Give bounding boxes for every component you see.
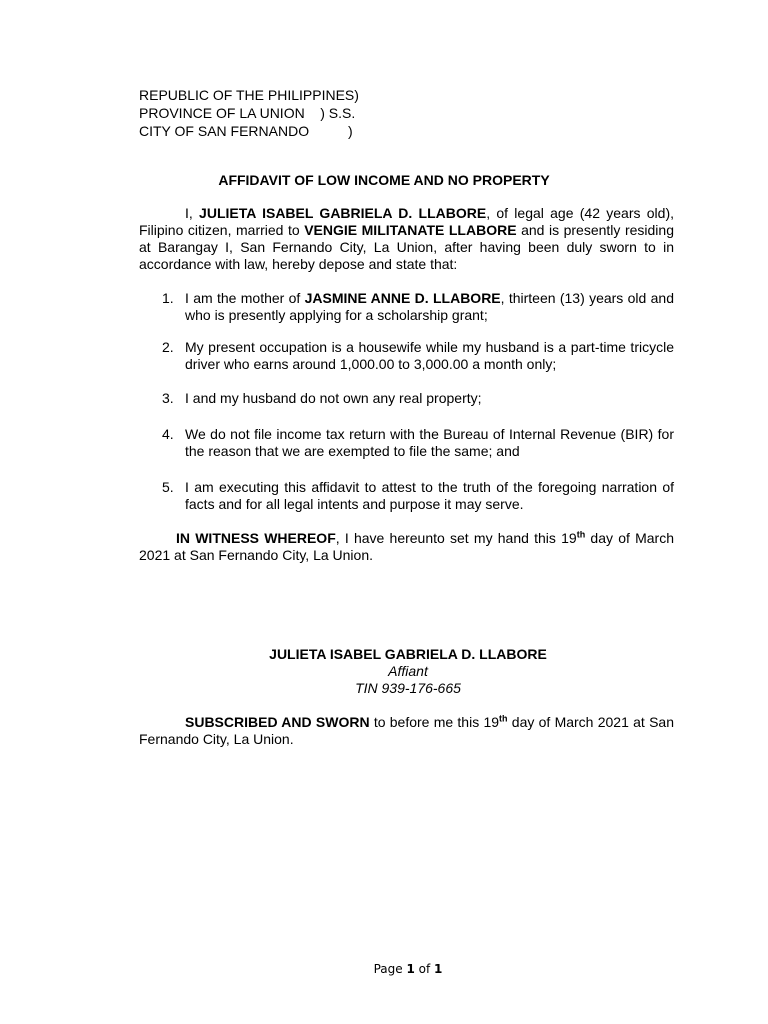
witness-ordinal: th	[576, 529, 586, 540]
list-item-text: My present occupation is a housewife while my husband is a part-time tricycle driver who earns around 1,000.00 to 3,000.00 a month only;	[185, 339, 674, 372]
list-item-text: I and my husband do not own any real property;	[185, 390, 482, 406]
jurat-paragraph	[139, 714, 674, 748]
list-item-text: I am executing this affidavit to attest to the truth of the foregoing narration of facts and for all legal intents and purpose it may serve.	[185, 479, 674, 512]
page-footer	[0, 962, 768, 976]
witness-paragraph	[139, 530, 674, 564]
intro-paragraph	[139, 205, 674, 273]
signature-name	[0, 646, 768, 663]
signature-tin	[0, 680, 768, 697]
list-item-text: I am the mother of	[185, 290, 305, 306]
list-item-number: 1.	[162, 290, 174, 306]
footer-page-total: 1	[434, 962, 443, 976]
venue-city: CITY OF SAN FERNANDO )	[139, 123, 353, 139]
intro-text-2: , of legal age (42 years old), Filipino citizen, married to	[139, 205, 674, 238]
intro-text-1: I,	[185, 205, 200, 221]
document-title: AFFIDAVIT OF LOW INCOME AND NO PROPERTY	[218, 172, 550, 188]
list-item-text: , thirteen (13) years old and who is presently applying for a scholarship grant;	[185, 290, 674, 323]
list-item	[139, 290, 674, 324]
list-item	[139, 479, 674, 513]
venue-province: PROVINCE OF LA UNION ) S.S.	[139, 105, 356, 121]
spouse-name-inline: VENGIE MILITANATE LLABORE	[304, 222, 517, 238]
footer-text-1: Page	[373, 962, 407, 976]
jurat-ordinal: th	[499, 713, 508, 724]
list-item-number: 4.	[162, 426, 174, 442]
witness-heading: IN WITNESS WHEREOF	[176, 530, 336, 546]
venue-block	[139, 86, 359, 140]
jurat-text-1: to before me this 19	[369, 714, 500, 730]
list-item-number: 5.	[162, 479, 174, 495]
signature-role	[0, 663, 768, 680]
list-item	[139, 339, 674, 373]
footer-text-2: of	[414, 962, 435, 976]
jurat-text-2: day of March 2021 at San Fernando City, La Union.	[139, 714, 674, 747]
venue-republic: REPUBLIC OF THE PHILIPPINES)	[139, 87, 359, 103]
affiant-role: Affiant	[388, 663, 428, 679]
intro-text-3: and is presently residing at Barangay I, San Fernando City, La Union, after having been duly sworn to in accordance with law, hereby depose and state that:	[139, 222, 674, 272]
list-item	[139, 390, 674, 407]
affiant-signature-name: JULIETA ISABEL GABRIELA D. LLABORE	[269, 646, 547, 662]
witness-text-1: , I have hereunto set my hand this 19	[335, 530, 577, 546]
witness-text-2: day of March 2021 at San Fernando City, La Union.	[139, 530, 674, 563]
list-item-text: We do not file income tax return with the Bureau of Internal Revenue (BIR) for the reason that we are exempted to file the same; and	[185, 426, 674, 459]
affiant-tin: TIN 939-176-665	[355, 680, 461, 696]
child-name-inline: JASMINE ANNE D. LLABORE	[304, 290, 501, 306]
list-item-number: 3.	[162, 390, 174, 406]
affiant-name-inline: JULIETA ISABEL GABRIELA D. LLABORE	[199, 205, 487, 221]
jurat-heading: SUBSCRIBED AND SWORN	[185, 714, 370, 730]
footer-page-number: 1	[406, 962, 415, 976]
list-item	[139, 426, 674, 460]
list-item-number: 2.	[162, 339, 174, 355]
